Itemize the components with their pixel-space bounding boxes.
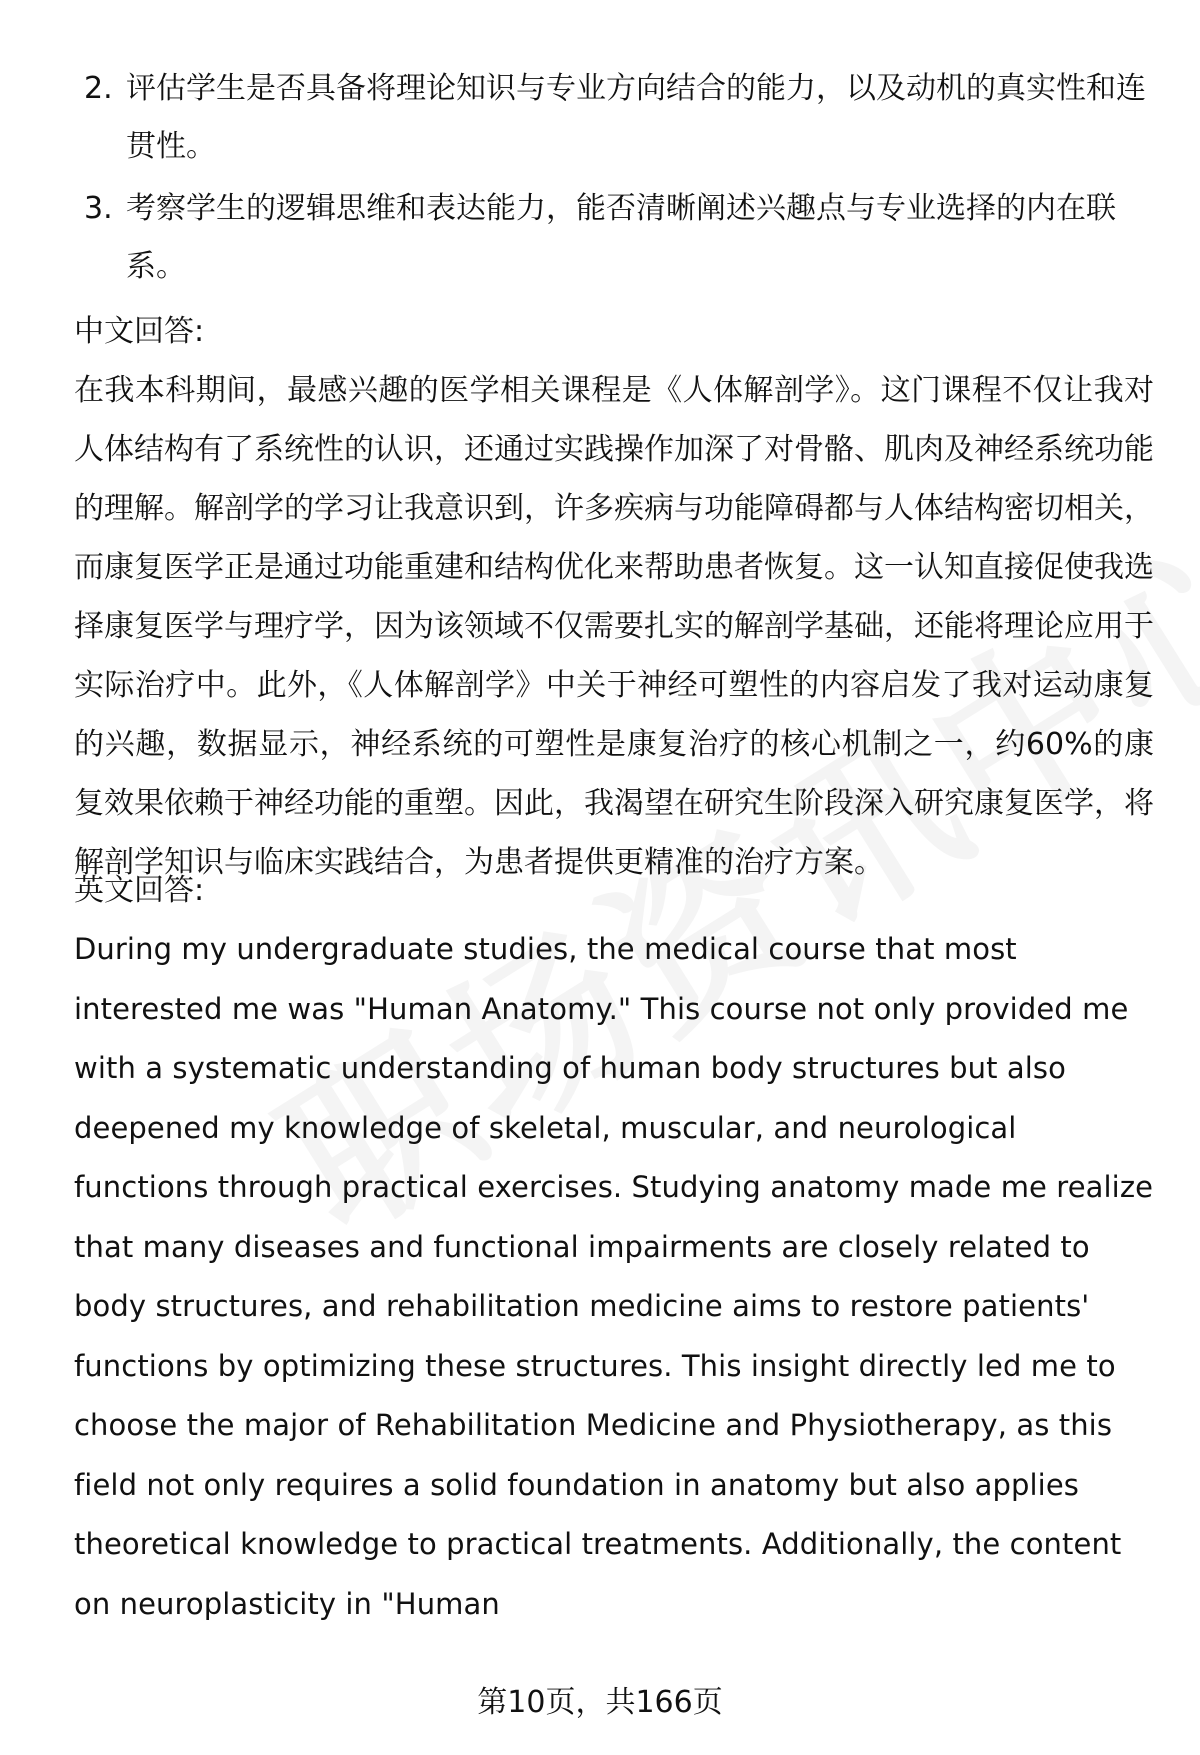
list-item-number: 2. (84, 71, 113, 106)
chinese-answer-section (74, 303, 1154, 892)
list-item-text: 考察学生的逻辑思维和表达能力，能否清晰阐述兴趣点与专业选择的内在联系。 (126, 191, 1116, 284)
english-answer-body: During my undergraduate studies, the medical course that most interested me was "Human Anatomy." This course not only provided me with a systematic understanding of human body structures but also deepened my knowledge of skeletal, muscular, and neurological functions through practical exercises. Studying anatomy made me realize that many diseases and functional impairments are closely related to body structures, and rehabilitation medicine aims to restore patients' functions by optimizing these structures. This insight directly led me to choose the major of Rehabilitation Medicine and Physiotherapy, as this field not only requires a solid foundation in anatomy but also applies theoretical knowledge to practical treatments. Additionally, the content on neuroplasticity in "Human (74, 932, 1154, 1621)
list-item-text: 评估学生是否具备将理论知识与专业方向结合的能力，以及动机的真实性和连贯性。 (126, 71, 1146, 164)
list-item (74, 60, 1154, 176)
english-answer-heading: 英文回答: (74, 873, 205, 908)
chinese-answer-heading: 中文回答: (74, 314, 205, 349)
list-item-number: 3. (84, 191, 113, 226)
chinese-answer-body: 在我本科期间，最感兴趣的医学相关课程是《人体解剖学》。这门课程不仅让我对人体结构有了系统性的认识，还通过实践操作加深了对骨骼、肌肉及神经系统功能的理解。解剖学的学习让我意识到，许多疾病与功能障碍都与人体结构密切相关，而康复医学正是通过功能重建和结构优化来帮助患者恢复。这一认知直接促使我选择康复医学与理疗学，因为该领域不仅需要扎实的解剖学基础，还能将理论应用于实际治疗中。此外，《人体解剖学》中关于神经可塑性的内容启发了我对运动康复的兴趣，数据显示，神经系统的可塑性是康复治疗的核心机制之一，约60%的康复效果依赖于神经功能的重塑。因此，我渴望在研究生阶段深入研究康复医学，将解剖学知识与临床实践结合，为患者提供更精准的治疗方案。 (74, 373, 1154, 880)
page-number-footer: 第10页，共166页 (477, 1685, 723, 1720)
english-answer-section (74, 862, 1154, 1634)
evaluation-list (74, 60, 1154, 300)
list-item (74, 180, 1154, 296)
